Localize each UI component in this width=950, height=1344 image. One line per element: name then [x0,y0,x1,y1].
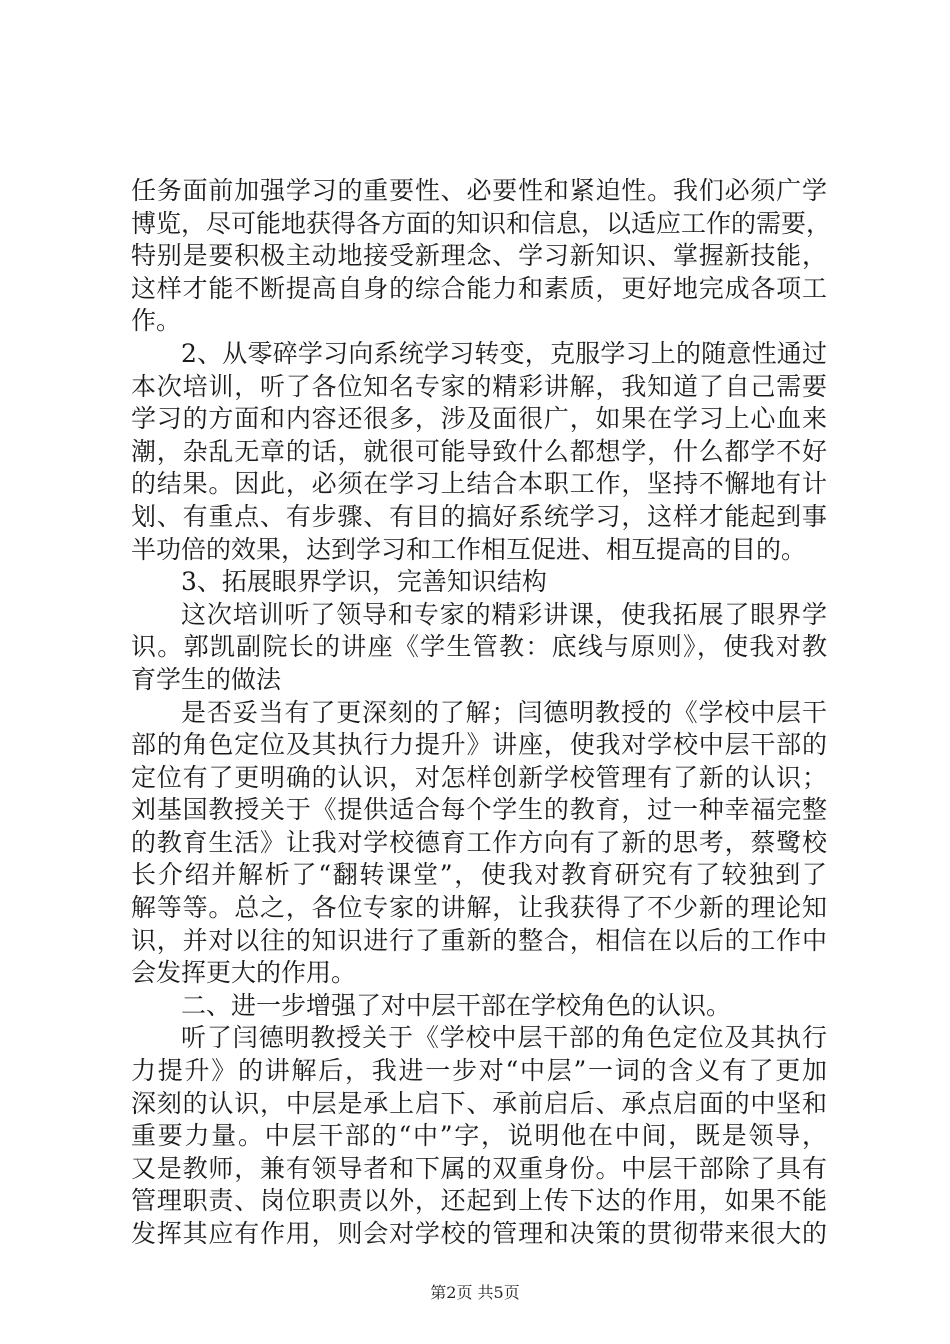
text-line: 发挥其应有作用，则会对学校的管理和决策的贯彻带来很大的 [131,1219,827,1248]
text-line: 特别是要积极主动地接受新理念、学习新知识、掌握新技能， [131,241,827,271]
text-line: 识。郭凯副院长的讲座《学生管教：底线与原则》，使我对教 [131,632,827,662]
text-line: 半功倍的效果，达到学习和工作相互促进、相互提高的目的。 [131,534,807,564]
text-line: 听了闫德明教授关于《学校中层干部的角色定位及其执行 [181,1023,827,1053]
document-body [131,175,832,1251]
text-line: 管理职责、岗位职责以外，还起到上传下达的作用，如果不能 [131,1186,827,1216]
text-line: 深刻的认识，中层是承上启下、承前启后、承点启面的中坚和 [131,1088,827,1118]
page-footer: 第2页 共5页 [430,1283,520,1302]
text-line: 的结果。因此，必须在学习上结合本职工作，坚持不懈地有计 [131,469,827,499]
text-line: 3、拓展眼界学识，完善知识结构 [181,567,547,597]
text-line: 学习的方面和内容还很多，涉及面很广，如果在学习上心血来 [131,404,827,434]
text-line: 刘基国教授关于《提供适合每个学生的教育，过一种幸福完整 [131,795,827,825]
text-line: 是否妥当有了更深刻的了解；闫德明教授的《学校中层干 [181,697,827,727]
text-line: 划、有重点、有步骤、有目的搞好系统学习，这样才能起到事 [131,501,827,531]
text-line: 育学生的做法 [131,664,282,694]
text-line: 识，并对以往的知识进行了重新的整合，相信在以后的工作中 [131,925,827,955]
text-line: 2、从零碎学习向系统学习转变，克服学习上的随意性通过 [181,338,827,368]
text-line: 力提升》的讲解后，我进一步对“中层”一词的含义有了更加 [131,1056,827,1086]
text-line: 长介绍并解析了“翻转课堂”，使我对教育研究有了较独到了 [131,860,827,890]
text-line: 二、进一步增强了对中层干部在学校角色的认识。 [181,990,732,1020]
text-line: 部的角色定位及其执行力提升》讲座，使我对学校中层干部的 [131,730,827,760]
text-line: 作。 [131,306,182,336]
text-line: 定位有了更明确的认识，对怎样创新学校管理有了新的认识； [131,762,827,792]
text-line: 任务面前加强学习的重要性、必要性和紧迫性。我们必须广学 [131,176,827,205]
text-line: 会发挥更大的作用。 [131,958,357,988]
text-line: 潮，杂乱无章的话，就很可能导致什么都想学，什么都学不好 [131,436,827,466]
text-line: 这样才能不断提高自身的综合能力和素质，更好地完成各项工 [131,273,827,303]
text-line: 这次培训听了领导和专家的精彩讲课，使我拓展了眼界学 [181,599,827,629]
text-line: 的教育生活》让我对学校德育工作方向有了新的思考，蔡鹭校 [131,827,827,857]
text-line: 又是教师，兼有领导者和下属的双重身份。中层干部除了具有 [131,1153,827,1183]
text-line: 博览，尽可能地获得各方面的知识和信息，以适应工作的需要， [131,208,832,238]
text-line: 解等等。总之，各位专家的讲解，让我获得了不少新的理论知 [131,893,827,923]
text-line: 本次培训，听了各位知名专家的精彩讲解，我知道了自己需要 [131,371,827,401]
text-line: 重要力量。中层干部的“中”字，说明他在中间，既是领导， [131,1121,827,1151]
